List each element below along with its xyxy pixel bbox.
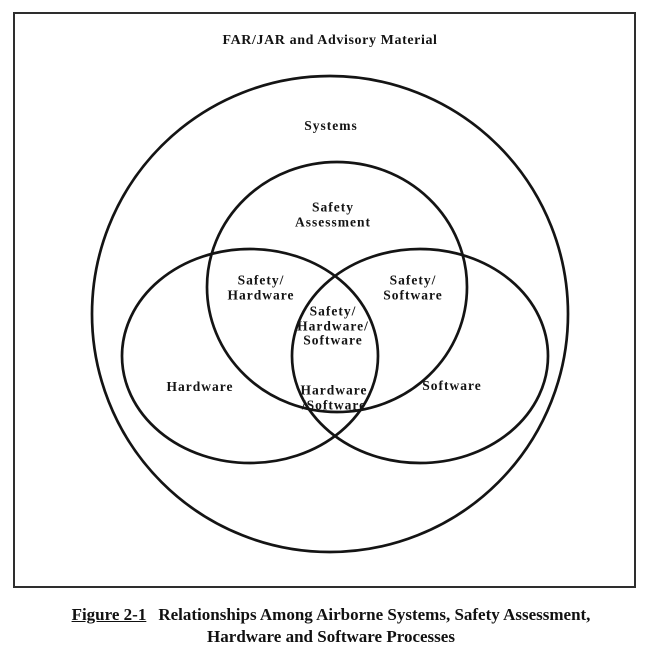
hardware-software-label-line1: Hardware: [300, 382, 368, 398]
safety-hardware-label: [228, 274, 295, 303]
safety-software-label-line1: Safety/: [389, 272, 437, 288]
safety-software-label: [383, 274, 443, 303]
hardware-label: Hardware: [166, 378, 234, 394]
safety-assessment-label-line2: Assessment: [295, 214, 371, 229]
figure-title-line1: Relationships Among Airborne Systems, Safety Assessment,: [158, 605, 591, 624]
software-label: Software: [422, 377, 482, 393]
safety-assessment-label: [295, 201, 371, 230]
far-jar-label: FAR/JAR and Advisory Material: [222, 32, 438, 48]
hardware-software-label: [301, 384, 368, 413]
systems-label: Systems: [304, 117, 358, 133]
figure-caption: [0, 604, 662, 647]
safety-hardware-label-line1: Safety/: [237, 272, 285, 288]
figure-caption-line1: [0, 604, 662, 626]
figure-frame: [14, 13, 635, 587]
figure-title-line2: Hardware and Software Processes: [207, 626, 455, 646]
safety-hardware-software-label: [297, 304, 369, 348]
safety-hardware-software-label-line1: Safety/: [309, 303, 357, 319]
safety-assessment-label-line1: Safety: [312, 199, 354, 215]
safety-hardware-label-line2: Hardware: [227, 287, 295, 302]
safety-hardware-software-label-line3: Software: [303, 332, 363, 348]
figure-number: Figure 2-1: [71, 605, 147, 624]
safety-software-label-line2: Software: [383, 287, 443, 302]
hardware-software-label-line2: /Software: [301, 397, 367, 412]
safety-hardware-software-label-line2: Hardware/: [297, 317, 369, 333]
